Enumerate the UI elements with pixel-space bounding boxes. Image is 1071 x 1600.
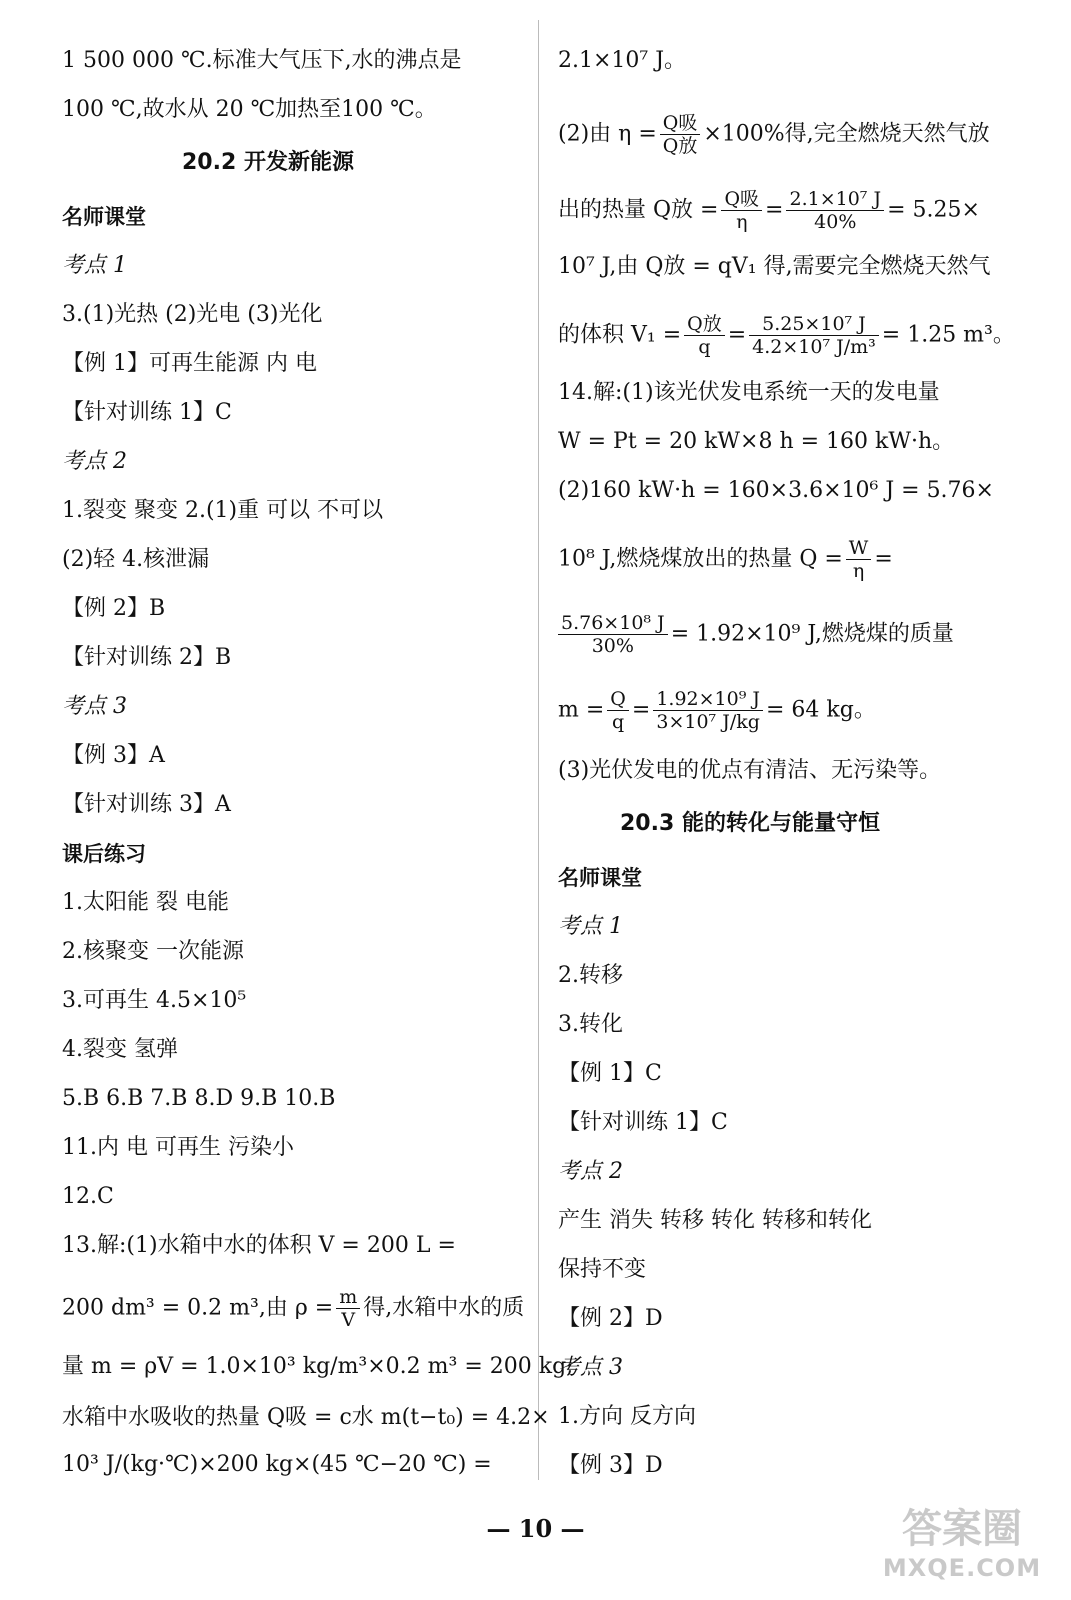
answer-line: (2)轻 4.核泄漏 (62, 547, 210, 572)
text-line: 100 ℃,故水从 20 ℃加热至100 ℃。 (62, 97, 437, 122)
solution-line (62, 1286, 524, 1331)
fraction-numerator: Q吸 (721, 188, 762, 211)
fraction-numerator: 2.1×10⁷ J (786, 188, 884, 211)
fraction (336, 1286, 360, 1331)
kaodian-heading: 考点 2 (62, 449, 127, 474)
kaodian-heading: 考点 1 (62, 253, 127, 278)
fraction-denominator: 40% (814, 211, 857, 233)
solution-line: 10³ J/(kg·℃)×200 kg×(45 ℃−20 ℃) = (62, 1452, 492, 1477)
fraction-numerator: 5.76×10⁸ J (558, 612, 668, 635)
kaodian-heading: 考点 3 (558, 1355, 623, 1380)
fraction-denominator: η (736, 211, 748, 233)
solution-line (558, 612, 954, 657)
example-answer: 【例 1】可再生能源 内 电 (62, 351, 317, 376)
solution-line (558, 188, 980, 233)
fraction-numerator: W (846, 537, 872, 560)
fraction-numerator: 1.92×10⁹ J (653, 688, 763, 711)
answer-line: 5.B 6.B 7.B 8.D 9.B 10.B (62, 1086, 336, 1111)
answer-line: 1.方向 反方向 (558, 1404, 696, 1429)
solution-line: 13.解:(1)水箱中水的体积 V = 200 L = (62, 1233, 456, 1258)
solution-line: 量 m = ρV = 1.0×10³ kg/m³×0.2 m³ = 200 kg; (62, 1354, 574, 1379)
fraction-denominator: Q放 (662, 135, 698, 157)
kaodian-heading: 考点 1 (558, 914, 623, 939)
example-answer: 【例 1】C (558, 1061, 662, 1086)
fraction-denominator: q (698, 336, 711, 358)
section-title-20-3: 20.3 能的转化与能量守恒 (620, 811, 880, 836)
watermark-text: 答案圈 (902, 1506, 1022, 1552)
fraction (653, 688, 763, 733)
fraction-denominator: η (852, 560, 865, 582)
answer-line: 11.内 电 可再生 污染小 (62, 1135, 294, 1160)
fraction (684, 313, 725, 358)
solution-line: 2.1×10⁷ J。 (558, 48, 687, 73)
training-answer: 【针对训练 2】B (62, 645, 232, 670)
example-answer: 【例 3】A (62, 743, 165, 768)
fraction (558, 612, 668, 657)
answer-line: 保持不变 (558, 1257, 647, 1282)
solution-line (558, 688, 876, 733)
solution-line (558, 112, 990, 157)
answer-line: 4.裂变 氢弹 (62, 1037, 178, 1062)
kaodian-heading: 考点 2 (558, 1159, 623, 1184)
text-segment: = 5.25× (887, 197, 980, 223)
solution-line: 14.解:(1)该光伏发电系统一天的发电量 (558, 380, 940, 405)
solution-line: (2)160 kW·h = 160×3.6×10⁶ J = 5.76× (558, 478, 994, 503)
solution-line (558, 313, 1015, 358)
training-answer: 【针对训练 1】C (62, 400, 232, 425)
answer-line: 产生 消失 转移 转化 转移和转化 (558, 1208, 872, 1233)
fraction (786, 188, 884, 233)
text-segment: = (765, 197, 784, 223)
text-segment: (2)由 η = (558, 121, 657, 147)
example-answer: 【例 2】D (558, 1306, 663, 1331)
page-number: — 10 — (486, 1514, 585, 1543)
text-segment: = (874, 546, 893, 572)
text-segment: 出的热量 Q放 = (558, 197, 719, 223)
text-segment: = (631, 697, 651, 723)
solution-line: (3)光伏发电的优点有清洁、无污染等。 (558, 758, 942, 783)
text-line: 1 500 000 ℃.标准大气压下,水的沸点是 (62, 48, 462, 73)
fraction-numerator: m (336, 1286, 360, 1309)
watermark-url: MXQE.COM (882, 1554, 1042, 1582)
answer-line: 2.核聚变 一次能源 (62, 939, 244, 964)
answer-line: 3.转化 (558, 1012, 623, 1037)
fraction-denominator: q (612, 711, 625, 733)
fraction (749, 313, 879, 358)
answer-line: 2.转移 (558, 963, 623, 988)
answer-line: 1.太阳能 裂 电能 (62, 890, 229, 915)
subsection-heading: 名师课堂 (558, 866, 642, 890)
fraction-numerator: Q放 (684, 313, 725, 336)
text-segment: = 64 kg。 (766, 697, 876, 723)
solution-line: 水箱中水吸收的热量 Q吸 = c水 m(t−t₀) = 4.2× (62, 1405, 550, 1430)
example-answer: 【例 3】D (558, 1453, 663, 1478)
answer-line: 3.可再生 4.5×10⁵ (62, 988, 247, 1013)
solution-line: W = Pt = 20 kW×8 h = 160 kW·h。 (558, 429, 955, 454)
fraction-denominator: V (341, 1309, 356, 1331)
text-segment: 得,水箱中水的质 (363, 1295, 525, 1321)
text-segment: = 1.25 m³。 (881, 322, 1015, 348)
text-segment: 的体积 V₁ = (558, 322, 682, 348)
column-divider (538, 20, 539, 1480)
fraction (721, 188, 762, 233)
watermark-logo (867, 1504, 1057, 1594)
training-answer: 【针对训练 3】A (62, 792, 231, 817)
kaodian-heading: 考点 3 (62, 694, 127, 719)
fraction-numerator: Q (607, 688, 629, 711)
solution-line: 10⁷ J,由 Q放 = qV₁ 得,需要完全燃烧天然气 (558, 254, 991, 279)
fraction (846, 537, 872, 582)
fraction-denominator: 30% (591, 635, 634, 657)
fraction-denominator: 3×10⁷ J/kg (656, 711, 760, 733)
answer-line: 12.C (62, 1184, 114, 1209)
answer-line: 3.(1)光热 (2)光电 (3)光化 (62, 302, 323, 327)
fraction (660, 112, 701, 157)
example-answer: 【例 2】B (62, 596, 166, 621)
text-segment: m = (558, 697, 605, 723)
text-segment: = 1.92×10⁹ J,燃烧煤的质量 (670, 621, 954, 647)
answer-line: 1.裂变 聚变 2.(1)重 可以 不可以 (62, 498, 384, 523)
text-segment: 200 dm³ = 0.2 m³,由 ρ = (62, 1295, 334, 1321)
fraction-numerator: Q吸 (660, 112, 701, 135)
solution-line (558, 537, 893, 582)
training-answer: 【针对训练 1】C (558, 1110, 728, 1135)
fraction-denominator: 4.2×10⁷ J/m³ (752, 336, 876, 358)
fraction-numerator: 5.25×10⁷ J (749, 313, 879, 336)
subsection-heading: 课后练习 (62, 842, 146, 866)
text-segment: ×100%得,完全燃烧天然气放 (703, 121, 990, 147)
text-segment: = (727, 322, 747, 348)
subsection-heading: 名师课堂 (62, 205, 146, 229)
section-title-20-2: 20.2 开发新能源 (182, 150, 354, 175)
text-segment: 10⁸ J,燃烧煤放出的热量 Q = (558, 546, 843, 572)
fraction (607, 688, 629, 733)
